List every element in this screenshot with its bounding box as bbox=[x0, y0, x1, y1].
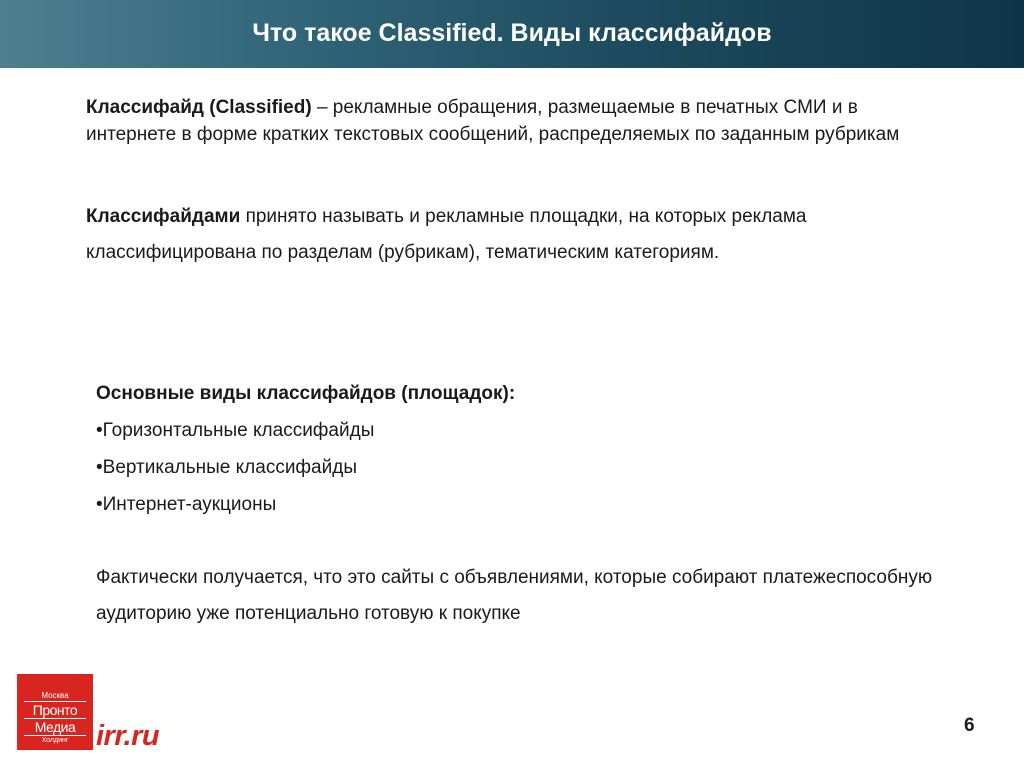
second-paragraph bbox=[86, 199, 936, 271]
page-number: 6 bbox=[964, 715, 975, 736]
definition-text: – рекламные обращения, размещаемые в печатных СМИ и в интернете в форме кратких текстовых сообщений, распределяемых по заданным рубрикам bbox=[86, 97, 900, 145]
list-item: •Горизонтальные классифайды bbox=[96, 420, 375, 441]
logo-line-city: Москва bbox=[41, 691, 69, 700]
logo-divider bbox=[24, 735, 86, 736]
irr-logo-text: irr.ru bbox=[96, 720, 160, 752]
second-text: принято называть и рекламные площадки, на которых реклама классифицирована по разделам (рубрикам), тематическим категориям. bbox=[86, 206, 807, 263]
logo-line-pronto: Пронто bbox=[32, 702, 78, 718]
logo-line-holding: Холдинг bbox=[41, 737, 69, 744]
definition-paragraph bbox=[86, 94, 936, 148]
definition-term: Классифайд (Classified) bbox=[86, 97, 312, 118]
types-heading: Основные виды классифайдов (площадок): bbox=[96, 383, 516, 404]
list-item: •Интернет-аукционы bbox=[96, 494, 277, 515]
title-bar bbox=[0, 0, 1024, 68]
second-term: Классифайдами bbox=[86, 206, 241, 227]
slide-title: Что такое Classified. Виды классифайдов bbox=[252, 19, 772, 47]
note-paragraph: Фактически получается, что это сайты с объявлениями, которые собирают платежеспособную аудиторию уже потенциально готовую к покупке bbox=[96, 567, 933, 624]
logo-line-media: Медиа bbox=[34, 719, 76, 735]
list-item: •Вертикальные классифайды bbox=[96, 457, 357, 478]
pronto-media-logo bbox=[17, 674, 93, 750]
types-block bbox=[96, 375, 515, 523]
